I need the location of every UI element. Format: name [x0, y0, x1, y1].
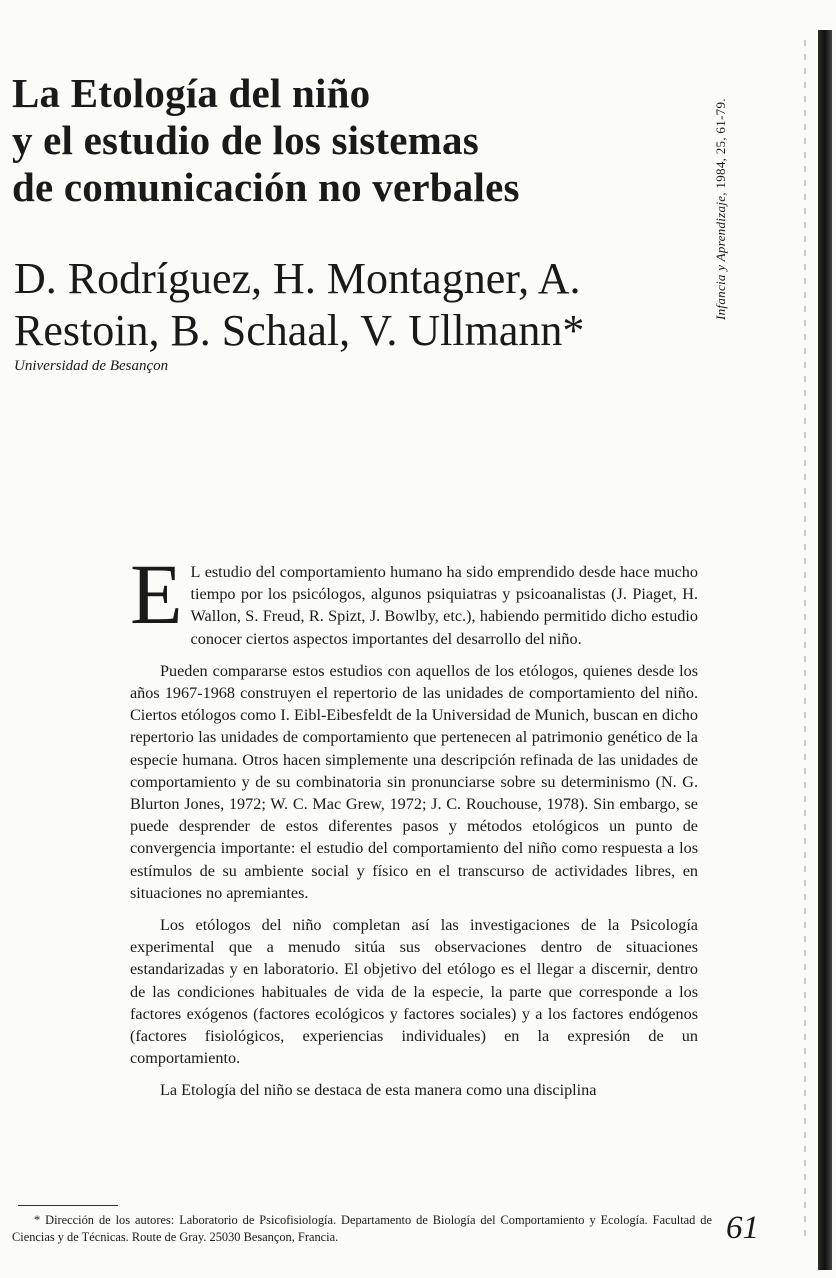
paragraph-text: estudio del comportamiento humano ha sido emprendido desde hace mucho tiempo por los psicólogos, algunos psiquiatras y psicoanalistas (J. Piaget, H. Wallon, S. Freud, R. Spizt, J. Bowlby, etc.), habiendo permitido dicho estudio conocer ciertos aspectos importantes del desarrollo del niño. — [190, 563, 698, 648]
author-line: Restoin, B. Schaal, V. Ullmann* — [14, 306, 585, 355]
body-paragraph: La Etología del niño se destaca de esta manera como una disciplina — [160, 1081, 597, 1100]
article-authors — [14, 253, 714, 357]
journal-name: Infancia y Aprendizaje, — [713, 192, 728, 320]
title-line: La Etología del niño — [12, 70, 371, 116]
page-number: 61 — [726, 1210, 759, 1246]
footnote — [12, 1212, 712, 1246]
body-paragraph: Los etólogos del niño completan así las investigaciones de la Psicología experimental que a menudo sitúa sus observaciones dentro de situaciones estandarizadas y en laboratorio. El objetivo del etólogo es el llegar a discernir, dentro de las condiciones habituales de vida de la especie, la parte que corresponde a los factores exógenos (factores ecológicos y factores sociales) y a los factores endógenos (factores fisiológicos, experiencias individuales) en la expresión de un comportamiento. — [130, 916, 698, 1068]
author-line: D. Rodríguez, H. Montagner, A. — [14, 254, 581, 303]
scan-edge-border — [818, 30, 832, 1270]
drop-cap: E — [130, 546, 183, 642]
footnote-marker: * — [34, 1213, 41, 1227]
body-paragraph — [130, 546, 698, 650]
running-head-citation — [713, 98, 729, 320]
citation-details: 1984, 25, 61-79. — [713, 98, 728, 189]
title-line: de comunicación no verbales — [12, 164, 520, 210]
article-title — [12, 70, 712, 211]
title-line: y el estudio de los sistemas — [12, 117, 479, 163]
article-body — [130, 546, 698, 1112]
footnote-divider — [18, 1205, 118, 1206]
lead-letter: L — [190, 563, 201, 581]
body-paragraph: Pueden compararse estos estudios con aquellos de los etólogos, quienes desde los años 1967-1968 construyen el repertorio de las unidades de comportamiento del niño. Ciertos etólogos como I. Eibl-Eibesfeldt de la Universidad de Munich, buscan en dicho repertorio las unidades de comportamiento que pertenecen al patrimonio genético de la especie humana. Otros hacen simplemente una descripción refinada de las unidades de comportamiento y de su combinatoria sin pronunciarse sobre su determinismo (N. G. Blurton Jones, 1972; W. C. Mac Grew, 1972; J. C. Rouchouse, 1978). Sin embargo, se puede desprender de estos diferentes pasos y métodos etológicos un punto de convergencia importante: el estudio del comportamiento del niño como respuesta a los estímulos de su ambiente social y físico en el transcurso de actividades libres, en situaciones no apremiantes. — [130, 661, 698, 902]
scan-shadow-line — [804, 40, 806, 1240]
footnote-text: Dirección de los autores: Laboratorio de Psicofisiología. Departamento de Biología del Comportamiento y Ecología. Facultad de Ciencias y de Técnicas. Route de Gray. 25030 Besançon, Francia. — [12, 1213, 712, 1244]
author-affiliation: Universidad de Besançon — [14, 358, 169, 374]
